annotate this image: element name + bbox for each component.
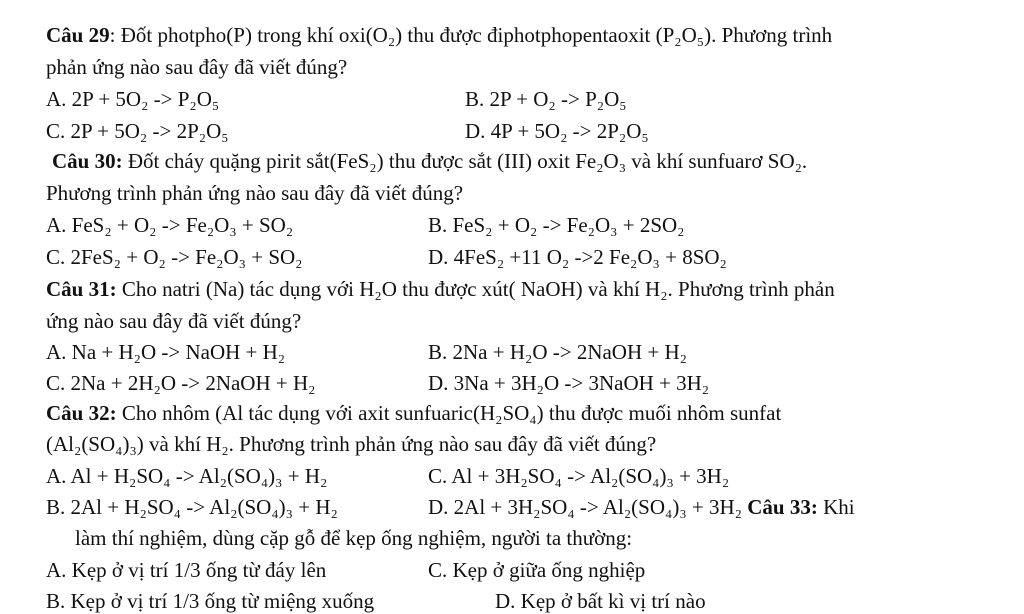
q30-line1 [52, 148, 807, 174]
q30-option-a: A. FeS₂ + O₂ -> Fe₂O₃ + SO₂ [46, 213, 294, 237]
q31-option-b: B. 2Na + H₂O -> 2NaOH + H₂ [428, 340, 687, 364]
q31-option-a: A. Na + H₂O -> NaOH + H₂ [46, 340, 286, 364]
q32-option-b: B. 2Al + H₂SO₄ -> Al₂(SO₄)₃ + H₂ [46, 495, 338, 519]
q33-line2: làm thí nghiệm, dùng cặp gỗ để kẹp ống nghiệm, người ta thường: [75, 526, 633, 550]
q32-line1 [46, 400, 781, 426]
q33-option-b: B. Kẹp ở vị trí 1/3 ống từ miệng xuống [46, 589, 375, 613]
q33-text1: Khi [817, 495, 855, 519]
q33-option-a: A. Kẹp ở vị trí 1/3 ống từ đáy lên [46, 558, 327, 582]
q33-option-d: D. Kẹp ở bất kì vị trí nào [495, 589, 706, 613]
q31-label: Câu 31: [46, 277, 117, 301]
q31-line2: ứng nào sau đây đã viết đúng? [46, 309, 302, 333]
q30-option-b: B. FeS₂ + O₂ -> Fe₂O₃ + 2SO₂ [428, 213, 685, 237]
q29-line1 [46, 22, 832, 48]
q29-line2: phản ứng nào sau đây đã viết đúng? [46, 55, 348, 79]
q33-option-c: C. Kẹp ở giữa ống nghiệp [428, 558, 646, 582]
q32-option-d: D. 2Al + 3H₂SO₄ -> Al₂(SO₄)₃ + 3H₂ [428, 495, 748, 519]
q30-line2: Phương trình phản ứng nào sau đây đã viết đúng? [46, 181, 464, 205]
q30-label: Câu 30: [52, 149, 123, 173]
q32-text1: Cho nhôm (Al tác dụng với axit sunfuaric(H₂SO₄) thu được muối nhôm sunfat [116, 401, 782, 425]
q32-option-a: A. Al + H₂SO₄ -> Al₂(SO₄)₃ + H₂ [46, 464, 328, 488]
q30-option-d: D. 4FeS₂ +11 O₂ ->2 Fe₂O₃ + 8SO₂ [428, 245, 727, 269]
q31-line1 [46, 276, 835, 302]
q30-text1: Đốt cháy quặng pirit sắt(FeS₂) thu được sắt (III) oxit Fe₂O₃ và khí sunfuarơ SO₂. [122, 149, 808, 173]
q29-option-a: A. 2P + 5O₂ -> P₂O₅ [46, 87, 220, 111]
q29-option-d: D. 4P + 5O₂ -> 2P₂O₅ [465, 119, 649, 143]
q32-option-d-with-q33 [428, 494, 855, 520]
q32-label: Câu 32: [46, 401, 117, 425]
q31-option-c: C. 2Na + 2H₂O -> 2NaOH + H₂ [46, 371, 316, 395]
q32-option-c: C. Al + 3H₂SO₄ -> Al₂(SO₄)₃ + 3H₂ [428, 464, 730, 488]
q30-option-c: C. 2FeS₂ + O₂ -> Fe₂O₃ + SO₂ [46, 245, 303, 269]
q29-text1: : Đốt photpho(P) trong khí oxi(O₂) thu được điphotphopentaoxit (P₂O₅). Phương trình [109, 23, 833, 47]
q29-option-b: B. 2P + O₂ -> P₂O₅ [465, 87, 627, 111]
q31-option-d: D. 3Na + 3H₂O -> 3NaOH + 3H₂ [428, 371, 710, 395]
q29-label: Câu 29 [46, 23, 110, 47]
q31-text1: Cho natri (Na) tác dụng với H₂O thu được xút( NaOH) và khí H₂. Phương trình phản [116, 277, 835, 301]
q32-line2: (Al₂(SO₄)₃) và khí H₂. Phương trình phản ứng nào sau đây đã viết đúng? [46, 432, 657, 456]
q29-option-c: C. 2P + 5O₂ -> 2P₂O₅ [46, 119, 229, 143]
q33-label: Câu 33: [747, 495, 818, 519]
